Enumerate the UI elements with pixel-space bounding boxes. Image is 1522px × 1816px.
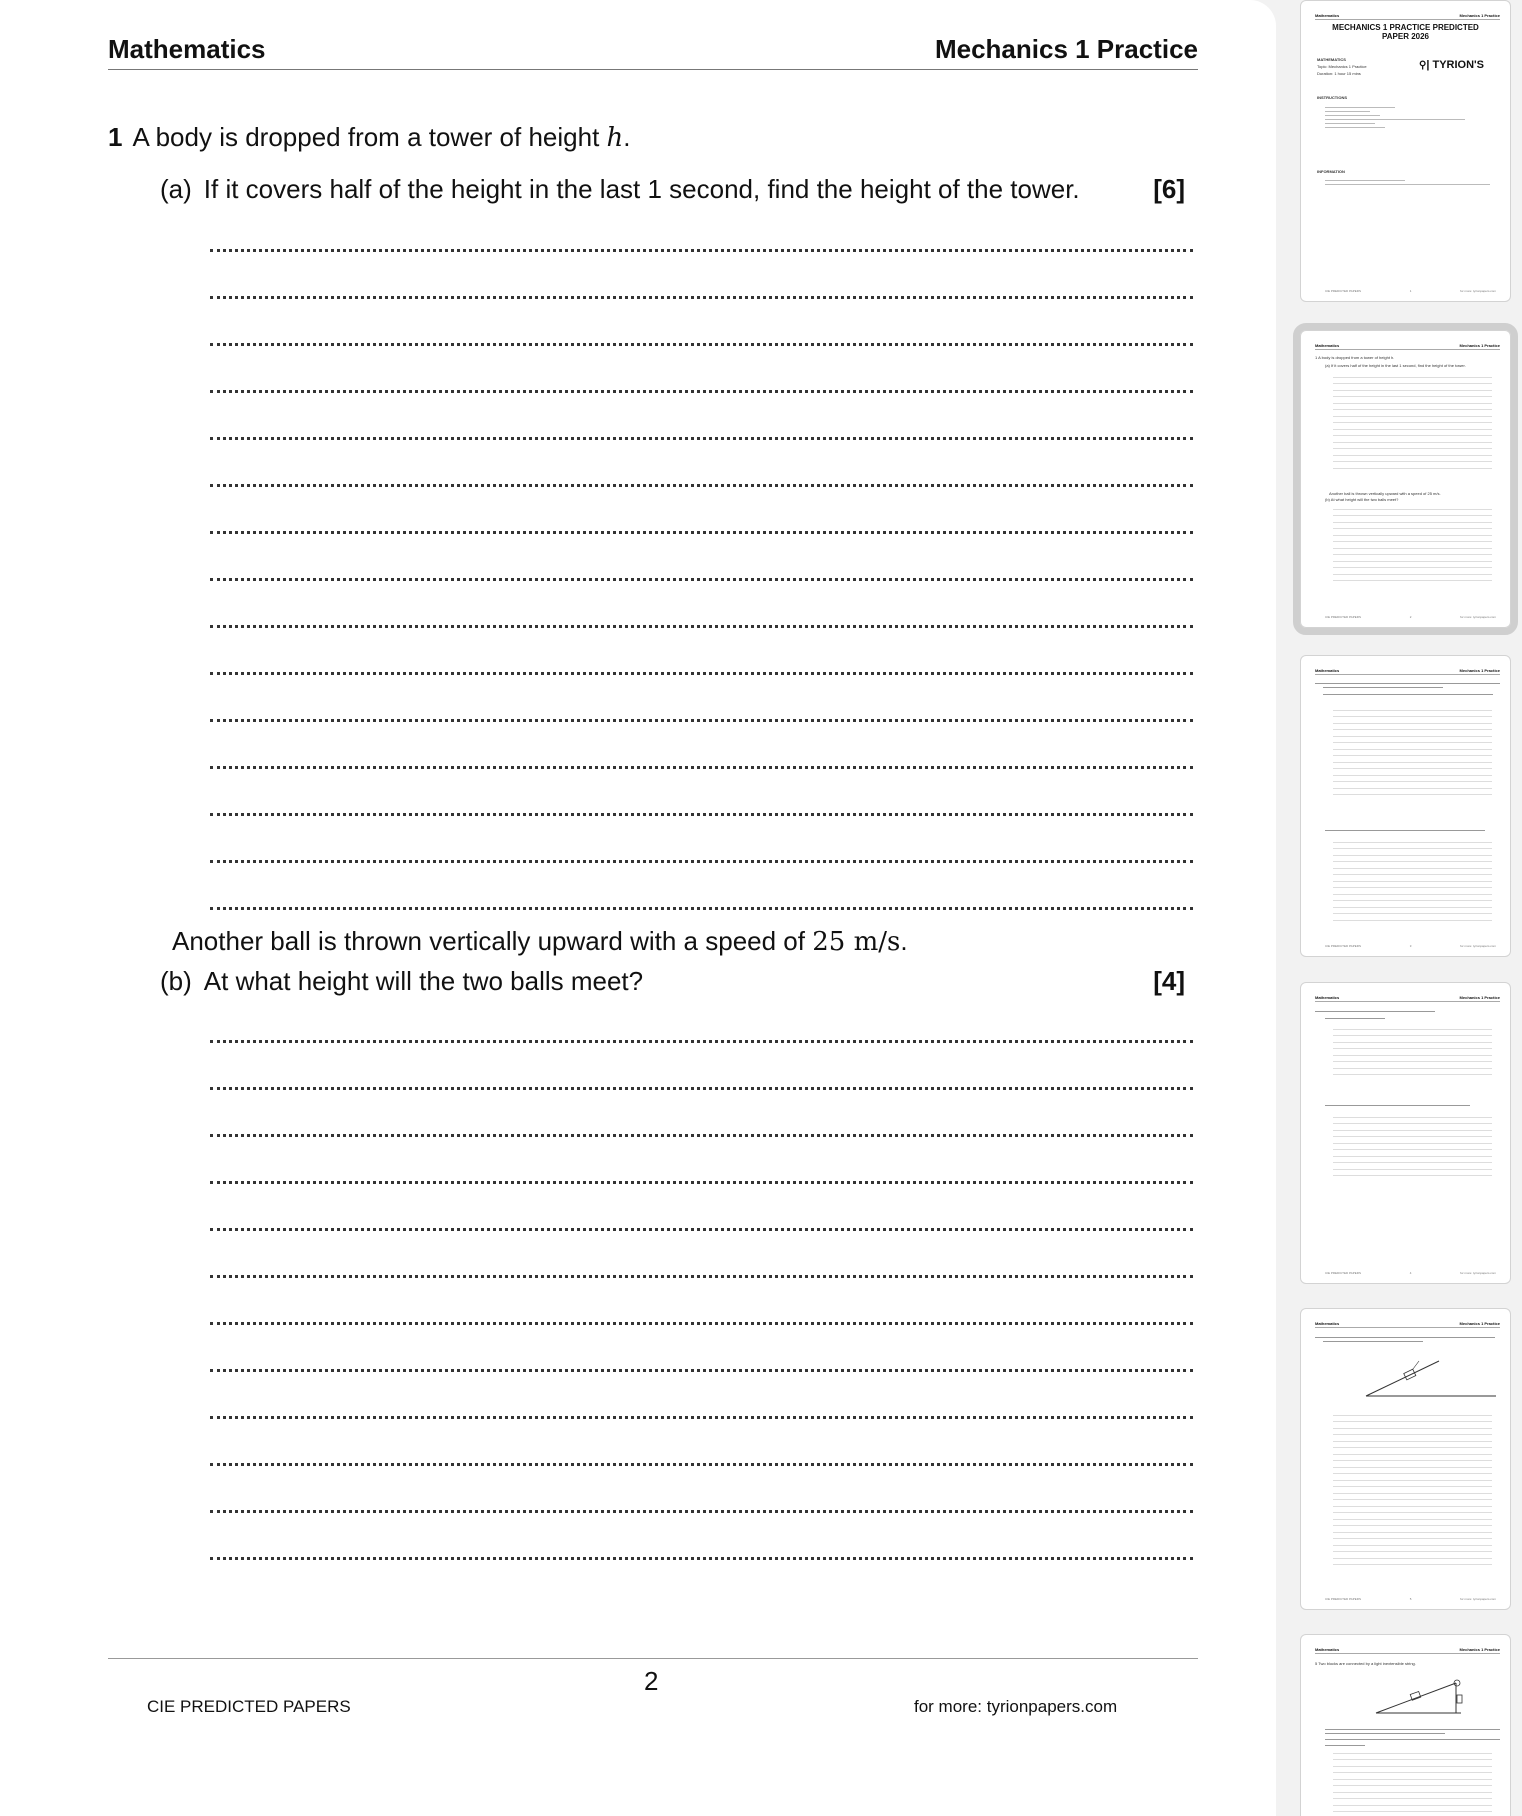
thumb-header <box>1315 668 1500 675</box>
thumb-header <box>1315 343 1500 350</box>
thumb-footer-left: CIE PREDICTED PAPERS <box>1325 1597 1361 1601</box>
answer-line[interactable] <box>210 1325 1193 1372</box>
part-b-stem-text: Another ball is thrown vertically upward with a speed of <box>172 926 813 956</box>
thumb-title-line1: MECHANICS 1 PRACTICE PREDICTED <box>1332 23 1479 32</box>
thumb-q1-part-a: (a) If it covers half of the height in the last 1 second, find the height of the tower. <box>1325 363 1466 368</box>
thumb-title-line2: PAPER 2026 <box>1382 32 1429 41</box>
thumb-q1-intro: 1 A body is dropped from a tower of height h. <box>1315 355 1395 360</box>
header-subject: Mathematics <box>108 34 266 64</box>
thumb-lines-b <box>1333 836 1492 921</box>
answer-line[interactable] <box>210 581 1193 628</box>
thumb-footer <box>1325 289 1496 293</box>
thumb-q1-stem-b: Another ball is thrown vertically upward with a speed of 25 m/s. <box>1329 491 1441 496</box>
answer-line[interactable] <box>210 1137 1193 1184</box>
thumb-footer-right: for more: tyrionpapers.com <box>1460 944 1496 948</box>
thumb-footer-left: CIE PREDICTED PAPERS <box>1325 289 1361 293</box>
footer-divider <box>108 1658 1198 1659</box>
answer-line[interactable] <box>210 487 1193 534</box>
answer-line[interactable] <box>210 769 1193 816</box>
answer-line[interactable] <box>210 1372 1193 1419</box>
answer-line[interactable] <box>210 1043 1193 1090</box>
thumb-page-number: 5 <box>1409 1597 1412 1601</box>
thumbnail-page-1[interactable] <box>1300 0 1511 302</box>
thumb-header-right: Mechanics 1 Practice <box>1459 1321 1500 1326</box>
thumb-header-right: Mechanics 1 Practice <box>1459 13 1500 18</box>
footer-website: for more: tyrionpapers.com <box>914 1697 1118 1716</box>
header-paper-title: Mechanics 1 Practice <box>934 34 1198 64</box>
answer-line[interactable] <box>210 1419 1193 1466</box>
thumb-information-bullets <box>1325 177 1495 188</box>
part-a-label: (a) <box>160 174 192 204</box>
part-a-text: If it covers half of the height in the last 1 second, find the height of the tower. <box>203 174 1080 204</box>
question-intro-text: A body is dropped from a tower of height <box>132 122 607 152</box>
thumb-lines-a <box>1333 1023 1492 1075</box>
part-b-prompt <box>160 966 1185 997</box>
answer-line[interactable] <box>210 628 1193 675</box>
thumb-q1-part-b: (b) At what height will the two balls meet? <box>1325 497 1399 502</box>
thumb-lines-b <box>1333 503 1492 581</box>
location-pin-icon: ⚲ <box>1419 60 1427 71</box>
thumb-header-right: Mechanics 1 Practice <box>1459 343 1500 348</box>
height-variable: h <box>606 123 624 153</box>
answer-line[interactable] <box>210 205 1193 252</box>
thumb-page-number: 3 <box>1409 944 1412 948</box>
part-b-marks: [4] <box>1153 966 1185 996</box>
thumb-information-heading: INFORMATION <box>1317 169 1345 174</box>
part-b-answer-lines[interactable] <box>210 996 1193 1560</box>
thumbnail-page-5[interactable] <box>1300 1308 1511 1610</box>
page-header <box>108 34 1198 70</box>
thumb-lines-b <box>1333 1111 1492 1176</box>
thumb-footer-left: CIE PREDICTED PAPERS <box>1325 1271 1361 1275</box>
thumb-page-number: 4 <box>1409 1271 1412 1275</box>
thumb-footer-right: for more: tyrionpapers.com <box>1460 615 1496 619</box>
answer-line[interactable] <box>210 393 1193 440</box>
answer-line[interactable] <box>210 1184 1193 1231</box>
thumb-lines-a <box>1333 704 1492 795</box>
question-intro <box>108 122 631 153</box>
answer-line[interactable] <box>210 440 1193 487</box>
thumb-duration: Duration: 1 hour 15 mins <box>1317 71 1361 76</box>
part-b-stem-end: . <box>900 926 908 956</box>
thumb-logo-text: TYRION'S <box>1432 59 1484 71</box>
answer-line[interactable] <box>210 299 1193 346</box>
thumb-lines-a <box>1333 371 1492 469</box>
thumb-q5-text <box>1325 1727 1500 1749</box>
thumb-topic: Topic: Mechanics 1 Practice <box>1317 64 1367 69</box>
answer-line[interactable] <box>210 252 1193 299</box>
thumb-footer-right: for more: tyrionpapers.com <box>1460 1271 1496 1275</box>
page-number: 2 <box>644 1666 659 1696</box>
answer-line[interactable] <box>210 1090 1193 1137</box>
thumb-cover-title <box>1301 23 1510 41</box>
thumb-header <box>1315 1321 1500 1328</box>
thumb-footer-left: CIE PREDICTED PAPERS <box>1325 944 1361 948</box>
answer-line[interactable] <box>210 346 1193 393</box>
thumb-logo: ⚲| TYRION'S <box>1419 59 1484 71</box>
part-a-prompt <box>160 174 1185 205</box>
thumb-footer-right: for more: tyrionpapers.com <box>1460 1597 1496 1601</box>
answer-line[interactable] <box>210 722 1193 769</box>
answer-line[interactable] <box>210 1513 1193 1560</box>
thumb-footer <box>1325 615 1496 619</box>
answer-line[interactable] <box>210 1278 1193 1325</box>
thumb-q5-intro: 5 Two blocks are connected by a light inextensible string. <box>1315 1661 1416 1666</box>
answer-line[interactable] <box>210 534 1193 581</box>
part-b-stem <box>172 926 908 957</box>
question-number: 1 <box>108 122 123 152</box>
thumb-footer <box>1325 1597 1496 1601</box>
answer-line[interactable] <box>210 675 1193 722</box>
part-b-text: At what height will the two balls meet? <box>203 966 644 996</box>
thumb-instructions-heading: INSTRUCTIONS <box>1317 95 1347 100</box>
part-b-label: (b) <box>160 966 192 996</box>
thumb-q2-part-b <box>1325 830 1485 831</box>
thumb-header-left: Mathematics <box>1315 13 1340 18</box>
thumb-header <box>1315 1647 1500 1654</box>
thumb-instruction-bullets <box>1325 104 1475 131</box>
thumb-q2-text <box>1315 680 1500 701</box>
thumb-page-number: 1 <box>1409 289 1412 293</box>
thumb-header <box>1315 13 1500 20</box>
thumbnail-page-2[interactable] <box>1300 330 1511 628</box>
answer-line[interactable] <box>210 863 1193 910</box>
thumb-lines-a <box>1333 1409 1492 1565</box>
thumb-header-left: Mathematics <box>1315 1647 1340 1652</box>
speed-value: 25 m/s <box>812 927 901 957</box>
thumb-header-right: Mechanics 1 Practice <box>1459 1647 1500 1652</box>
thumb-page-number: 2 <box>1409 615 1412 619</box>
thumb-header-left: Mathematics <box>1315 995 1340 1000</box>
thumbnail-page-4[interactable] <box>1300 982 1511 1284</box>
thumb-footer-right: for more: tyrionpapers.com <box>1460 289 1496 293</box>
thumb-footer-left: CIE PREDICTED PAPERS <box>1325 615 1361 619</box>
thumb-header-right: Mechanics 1 Practice <box>1459 668 1500 673</box>
question-intro-end: . <box>623 122 631 152</box>
thumb-header-left: Mathematics <box>1315 1321 1340 1326</box>
part-a-answer-lines[interactable] <box>210 205 1193 910</box>
thumb-subject: MATHEMATICS <box>1317 57 1346 62</box>
answer-line[interactable] <box>210 1231 1193 1278</box>
thumb-header-left: Mathematics <box>1315 668 1340 673</box>
answer-line[interactable] <box>210 1466 1193 1513</box>
footer-publisher: CIE PREDICTED PAPERS <box>147 1697 351 1716</box>
thumb-lines-a <box>1333 1747 1492 1812</box>
inclined-plane-diagram <box>1361 1351 1501 1401</box>
thumb-header <box>1315 995 1500 1002</box>
thumbnail-page-6[interactable] <box>1300 1634 1511 1816</box>
thumb-header-left: Mathematics <box>1315 343 1340 348</box>
answer-line[interactable] <box>210 996 1193 1043</box>
pulley-diagram <box>1371 1669 1471 1719</box>
thumb-footer <box>1325 944 1496 948</box>
thumb-footer <box>1325 1271 1496 1275</box>
thumb-q4-text <box>1315 1335 1495 1345</box>
thumb-header-right: Mechanics 1 Practice <box>1459 995 1500 1000</box>
thumb-q3-part-b <box>1325 1105 1470 1106</box>
part-a-marks: [6] <box>1153 174 1185 204</box>
thumbnail-page-3[interactable] <box>1300 655 1511 957</box>
answer-line[interactable] <box>210 816 1193 863</box>
